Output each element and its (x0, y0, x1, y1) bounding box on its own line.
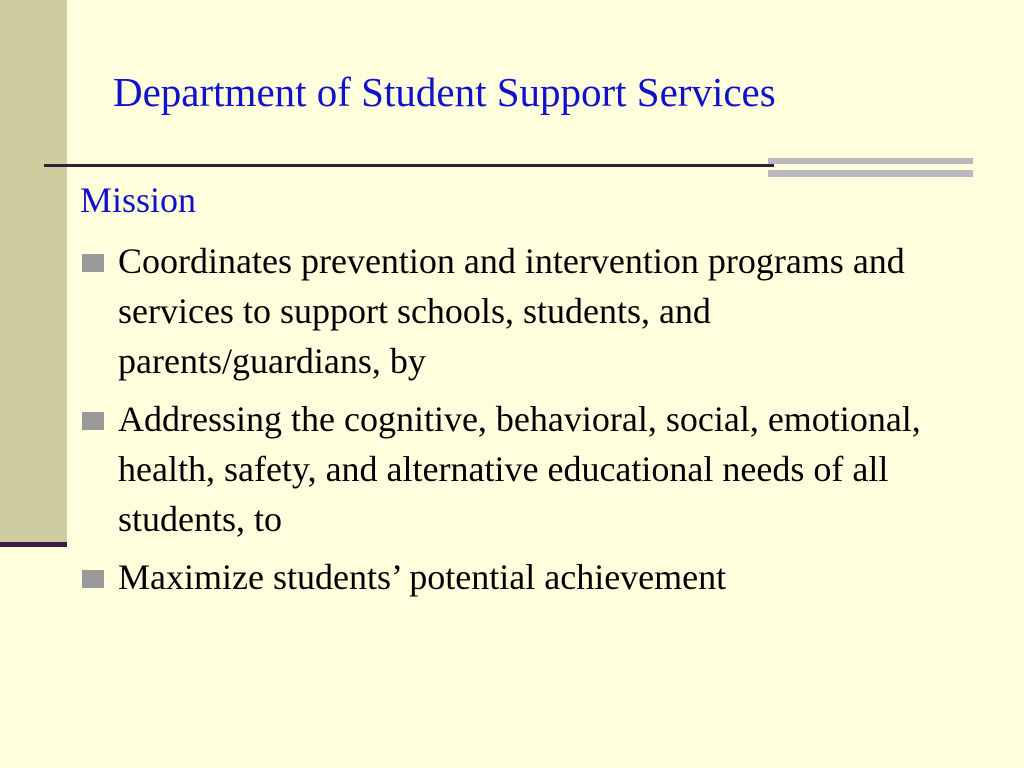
bullet-item (80, 552, 960, 602)
bullet-text: Maximize students’ potential achievement (118, 557, 727, 597)
square-bullet-icon (82, 412, 104, 430)
title-divider-rule (44, 164, 774, 167)
side-band-decoration (0, 0, 67, 546)
accent-bar-bottom (768, 170, 973, 177)
bullet-item (80, 394, 960, 544)
side-band-underline (0, 542, 67, 547)
slide-title: Department of Student Support Services (113, 69, 776, 115)
bullet-text: Coordinates prevention and intervention programs and services to support schools, students, and parents/guardians, by (118, 241, 905, 381)
accent-bar-top (768, 158, 973, 164)
square-bullet-icon (82, 254, 104, 272)
bullet-item (80, 236, 960, 386)
square-bullet-icon (82, 570, 104, 588)
bullet-list (80, 236, 960, 610)
section-heading: Mission (80, 180, 197, 220)
bullet-text: Addressing the cognitive, behavioral, social, emotional, health, safety, and alternative educational needs of all students, to (118, 399, 921, 539)
